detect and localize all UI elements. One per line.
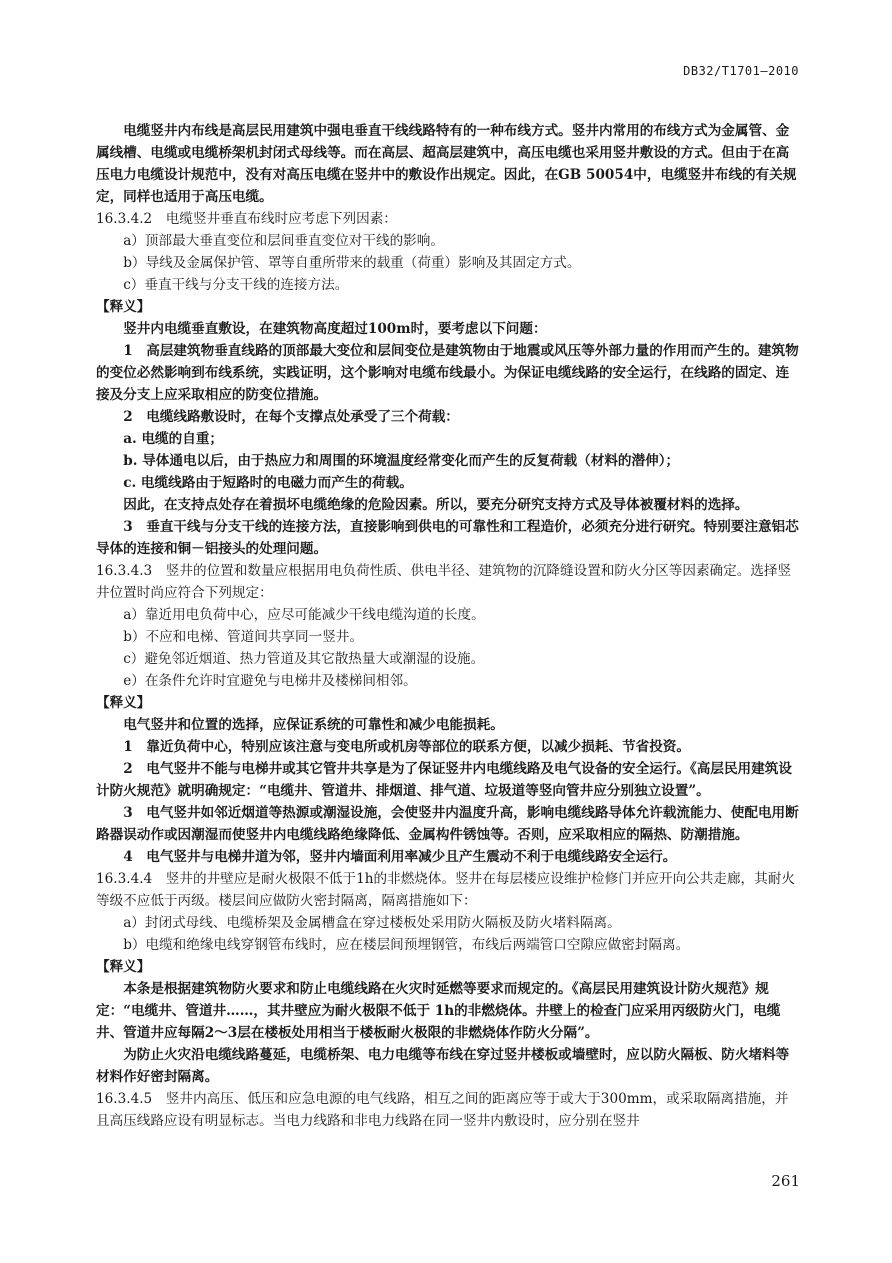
list-item: b）电缆和绝缘电线穿钢管布线时，应在楼层间预埋钢管，布线后两端管口空隙应做密封隔离。 <box>123 937 690 953</box>
paragraph: 4 电气竖井与电梯井道为邻，竖井内墙面利用率减少且产生震动不利于电缆线路安全运行。 <box>123 849 677 865</box>
list-item: c）避免邻近烟道、热力管道及其它散热量大或潮湿的设施。 <box>123 651 485 667</box>
explanation-heading: 【释义】 <box>96 695 151 711</box>
clause-heading: 16.3.4.5 竖井内高压、低压和应急电源的电气线路，相互之间的距离应等于或大于300mm，或采取隔离措施，并且高压线路应设有明显标志。当电力线路和非电力线路在同一竖井内敷设时，应分别在竖井 <box>96 1091 789 1129</box>
explanation-heading: 【释义】 <box>96 959 151 975</box>
list-item: b）不应和电梯、管道间共享同一竖井。 <box>123 629 363 645</box>
list-item: b. 导体通电以后，由于热应力和周围的环境温度经常变化而产生的反复荷载（材料的潜伸）； <box>123 453 680 469</box>
paragraph: 2 电缆线路敷设时，在每个支撑点处承受了三个荷载： <box>123 409 459 425</box>
list-item: e）在条件允许时宜避免与电梯井及楼梯间相邻。 <box>123 673 417 689</box>
standard-code: DB32/T1701—2010 <box>683 64 799 78</box>
list-item: a）顶部最大垂直变位和层间垂直变位对干线的影响。 <box>123 233 444 249</box>
list-item: c. 电缆线路由于短路时的电磁力而产生的荷载。 <box>123 475 413 491</box>
paragraph: 3 电气竖井如邻近烟道等热源或潮湿设施，会使竖井内温度升高，影响电缆线路导体允许载流能力、使配电用断路器误动作或因潮湿而使竖井内电缆线路绝缘降低、金属构件锈蚀等。否则，应采取相应的隔热、防潮措施。 <box>96 805 799 843</box>
paragraph: 1 靠近负荷中心，特别应该注意与变电所或机房等部位的联系方便，以减少损耗、节省投资。 <box>123 739 690 755</box>
paragraph: 2 电气竖井不能与电梯井或其它管井共享是为了保证竖井内电缆线路及电气设备的安全运行。《高层民用建筑设计防火规范》就明确规定：“电缆井、管道井、排烟道、排气道、垃圾道等竖向管井应分别独立设置”。 <box>96 761 792 799</box>
paragraph: 竖井内电缆垂直敷设，在建筑物高度超过100m时，要考虑以下问题： <box>123 321 547 337</box>
paragraph: 3 垂直干线与分支干线的连接方法，直接影响到供电的可靠性和工程造价，必须充分进行研究。特别要注意铝芯导体的连接和铜－铝接头的处理问题。 <box>96 519 799 557</box>
list-item: b）导线及金属保护管、罩等自重所带来的载重（荷重）影响及其固定方式。 <box>123 255 581 271</box>
paragraph: 因此，在支持点处存在着损坏电缆绝缘的危险因素。所以，要充分研究支持方式及导体被覆材料的选择。 <box>123 497 749 513</box>
page-body <box>96 120 799 1132</box>
clause-heading: 16.3.4.4 竖井的井壁应是耐火极限不低于1h的非燃烧体。竖井在每层楼应设维护检修门并应开向公共走廊，其耐火等级不应低于丙级。楼层间应做防火密封隔离，隔离措施如下： <box>96 871 795 909</box>
clause-heading: 16.3.4.2 电缆竖井垂直布线时应考虑下列因素： <box>96 211 397 227</box>
list-item: a）靠近用电负荷中心，应尽可能减少干线电缆沟道的长度。 <box>123 607 485 623</box>
paragraph: 为防止火灾沿电缆线路蔓延，电缆桥架、电力电缆等布线在穿过竖井楼板或墙壁时，应以防火隔板、防火堵料等材料作好密封隔离。 <box>96 1047 790 1085</box>
list-item: a. 电缆的自重； <box>123 431 224 447</box>
list-item: a）封闭式母线、电缆桥架及金属槽盒在穿过楼板处采用防火隔板及防火堵料隔离。 <box>123 915 621 931</box>
page-number: 261 <box>771 1172 800 1190</box>
paragraph: 1 高层建筑物垂直线路的顶部最大变位和层间变位是建筑物由于地震或风压等外部力量的作用而产生的。建筑物的变位必然影响到布线系统，实践证明，这个影响对电缆布线最小。为保证电缆线路的安全运行，在线路的固定、连接及分支上应采取相应的防变位措施。 <box>96 343 799 403</box>
paragraph: 本条是根据建筑物防火要求和防止电缆线路在火灾时延燃等要求而规定的。《高层民用建筑设计防火规范》规定：“电缆井、管道井……，其井壁应为耐火极限不低于 1h的非燃烧体。井壁上的检查门应采用丙级防火门，电缆井、管道井应每隔2～3层在楼板处用相当于楼板耐火极限的非燃烧体作防火分隔”。 <box>96 981 781 1041</box>
clause-heading: 16.3.4.3 竖井的位置和数量应根据用电负荷性质、供电半径、建筑物的沉降缝设置和防火分区等因素确定。选择竖井位置时尚应符合下列规定： <box>96 563 792 601</box>
paragraph: 电气竖井和位置的选择，应保证系统的可靠性和减少电能损耗。 <box>123 717 504 733</box>
paragraph: 电缆竖井内布线是高层民用建筑中强电垂直干线线路特有的一种布线方式。竖井内常用的布线方式为金属管、金属线槽、电缆或电缆桥架机封闭式母线等。而在高层、超高层建筑中，高压电缆也采用竖井敷设的方式。但由于在高压电力电缆设计规范中，没有对高压电缆在竖井中的敷设作出规定。因此，在GB 50054中，电缆竖井布线的有关规定，同样也适用于高压电缆。 <box>96 123 797 205</box>
explanation-heading: 【释义】 <box>96 299 151 315</box>
list-item: c）垂直干线与分支干线的连接方法。 <box>123 277 349 293</box>
